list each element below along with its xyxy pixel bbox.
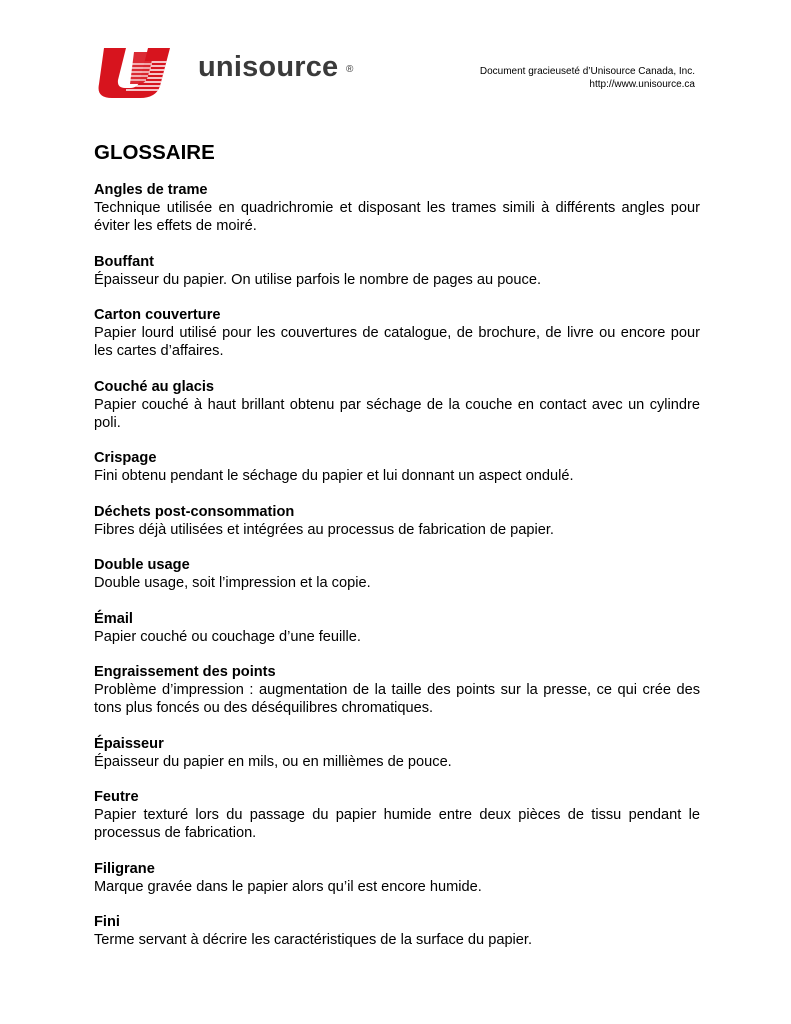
glossary-entry xyxy=(94,788,700,842)
glossary-term: Double usage xyxy=(94,557,190,573)
glossary-entry xyxy=(94,663,700,717)
glossary-definition: Problème d’impression : augmentation de la taille des points sur la presse, ce qui crée des tons plus foncés ou des déséquilibres chromatiques. xyxy=(94,682,700,716)
glossary-term: Fini xyxy=(94,914,120,930)
glossary-list xyxy=(94,181,700,967)
credit-url: http://www.unisource.ca xyxy=(589,79,695,90)
glossary-entry xyxy=(94,860,700,896)
glossary-entry xyxy=(94,503,700,539)
credit-text: Document gracieuseté d’Unisource Canada, Inc. xyxy=(479,66,695,77)
logo-wordmark: unisource xyxy=(198,51,339,83)
glossary-term: Angles de trame xyxy=(94,182,208,198)
page-header xyxy=(0,0,791,120)
glossary-term: Bouffant xyxy=(94,253,154,270)
glossary-definition: Technique utilisée en quadrichromie et disposant les trames simili à différents angles pour éviter les effets de moiré. xyxy=(94,200,700,234)
credit-block xyxy=(480,65,695,91)
glossary-term: Émail xyxy=(94,610,133,627)
page-title: GLOSSAIRE xyxy=(94,141,215,164)
glossary-term: Engraissement des points xyxy=(94,664,276,680)
glossary-definition: Épaisseur du papier en mils, ou en millièmes de pouce. xyxy=(94,753,452,770)
glossary-definition: Épaisseur du papier. On utilise parfois le nombre de pages au pouce. xyxy=(94,271,542,288)
unisource-logo-icon xyxy=(96,46,178,100)
glossary-definition: Double usage, soit l’impression et la copie. xyxy=(94,575,371,591)
glossary-entry xyxy=(94,181,700,235)
glossary-term: Déchets post-consommation xyxy=(94,503,295,520)
glossary-term: Feutre xyxy=(94,789,139,805)
glossary-term: Filigrane xyxy=(94,860,155,877)
glossary-entry xyxy=(94,449,700,485)
glossary-definition: Fini obtenu pendant le séchage du papier et lui donnant un aspect ondulé. xyxy=(94,468,574,484)
glossary-definition: Papier couché ou couchage d’une feuille. xyxy=(94,628,361,645)
glossary-entry xyxy=(94,253,700,289)
glossary-term: Épaisseur xyxy=(94,735,164,752)
glossary-term: Carton couverture xyxy=(94,307,221,323)
registered-mark: ® xyxy=(346,64,354,75)
glossary-entry xyxy=(94,735,700,771)
glossary-definition: Papier couché à haut brillant obtenu par séchage de la couche en contact avec un cylindre poli. xyxy=(94,396,700,431)
glossary-definition: Papier lourd utilisé pour les couvertures de catalogue, de brochure, de livre ou encore pour les cartes d’affaires. xyxy=(94,325,700,359)
glossary-entry xyxy=(94,378,700,432)
glossary-definition: Marque gravée dans le papier alors qu’il est encore humide. xyxy=(94,878,482,895)
glossary-definition: Papier texturé lors du passage du papier humide entre deux pièces de tissu pendant le processus de fabrication. xyxy=(94,807,700,841)
glossary-term: Couché au glacis xyxy=(94,378,215,395)
glossary-definition: Fibres déjà utilisées et intégrées au processus de fabrication de papier. xyxy=(94,521,554,538)
glossary-term: Crispage xyxy=(94,450,157,466)
glossary-entry xyxy=(94,306,700,360)
glossary-entry xyxy=(94,556,700,592)
glossary-entry xyxy=(94,610,700,646)
glossary-definition: Terme servant à décrire les caractéristiques de la surface du papier. xyxy=(94,932,533,948)
glossary-entry xyxy=(94,913,700,949)
